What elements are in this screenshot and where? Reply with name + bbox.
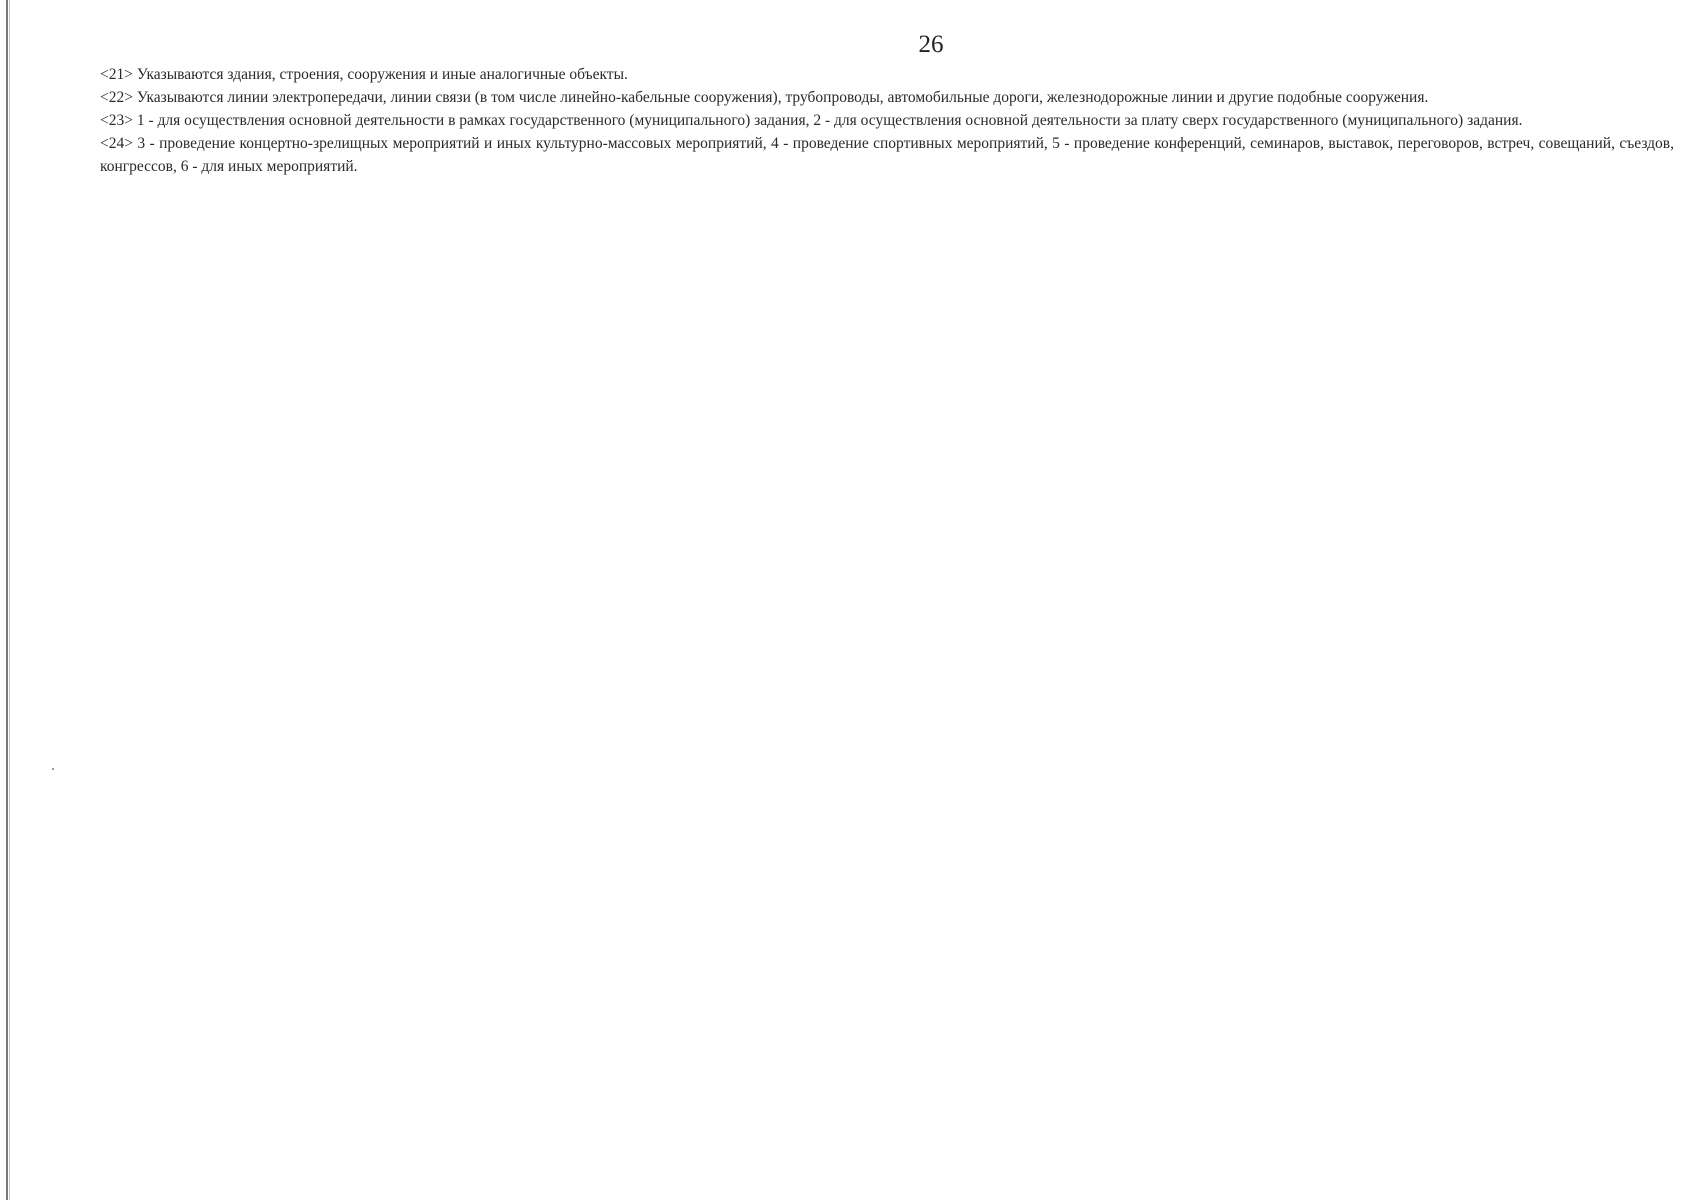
footnote-23: <23> 1 - для осуществления основной деятельности в рамках государственного (муниципального) задания, 2 - для осуществления основной деятельности за плату сверх государственного (муниципального) задания. bbox=[100, 112, 1523, 129]
footnote-24: <24> 3 - проведение концертно-зрелищных мероприятий и иных культурно-массовых мероприятий, 4 - проведение спортивных мероприятий, 5 - проведение конференций, семинаров, выставок, переговоров, встреч, совещаний, съездов, конгрессов, 6 - для иных мероприятий. bbox=[100, 135, 1674, 175]
scan-edge-shadow bbox=[9, 0, 10, 1200]
footnote-22: <22> Указываются линии электропередачи, линии связи (в том числе линейно-кабельные сооружения), трубопроводы, автомобильные дороги, железнодорожные линии и другие подобные сооружения. bbox=[100, 89, 1429, 106]
scan-speck bbox=[52, 768, 54, 770]
footnote-21: <21> Указываются здания, строения, сооружения и иные аналогичные объекты. bbox=[100, 66, 628, 83]
scan-edge-line bbox=[6, 0, 8, 1200]
footnotes-block bbox=[100, 63, 1674, 178]
page-number: 26 bbox=[918, 31, 944, 58]
